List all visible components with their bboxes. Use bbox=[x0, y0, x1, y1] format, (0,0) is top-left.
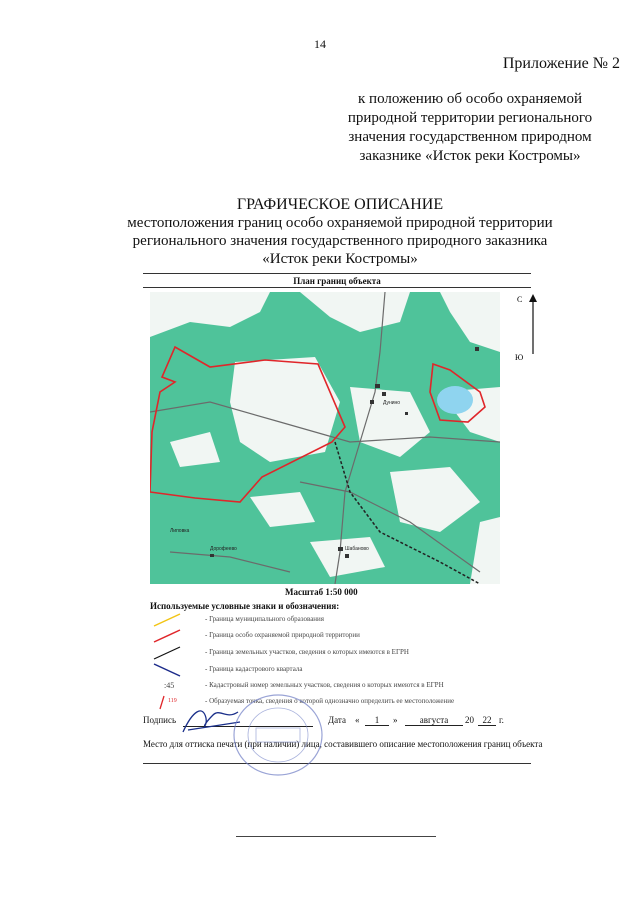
legend-text: - Образуемая точка, сведения о которой однозначно определить ее местоположение bbox=[205, 697, 455, 705]
official-stamp-icon bbox=[228, 690, 328, 780]
legend-item bbox=[150, 612, 530, 628]
map-scale: Масштаб 1:50 000 bbox=[285, 587, 358, 597]
plan-divider bbox=[143, 287, 531, 288]
footer-line bbox=[236, 836, 436, 837]
day-close-quote: » bbox=[393, 715, 398, 725]
signature-divider bbox=[143, 763, 531, 764]
blue-line-icon bbox=[150, 662, 200, 678]
document-title: ГРАФИЧЕСКОЕ ОПИСАНИЕ bbox=[236, 196, 444, 213]
date-month: августа bbox=[405, 715, 463, 726]
legend-text: - Кадастровый номер земельных участков, сведения о которых имеются в ЕГРН bbox=[205, 681, 444, 689]
legend-item bbox=[150, 645, 530, 661]
legend-text: - Граница кадастрового квартала bbox=[205, 665, 303, 673]
document-subtitle-line: «Исток реки Костромы» bbox=[262, 251, 418, 267]
date-year-suffix: г. bbox=[499, 715, 504, 725]
date-year-prefix: 20 bbox=[465, 715, 474, 725]
page-number: 14 bbox=[314, 37, 326, 51]
legend-item bbox=[150, 628, 530, 644]
plan-header: План границ объекта bbox=[293, 276, 381, 286]
point-code-sample: 119 bbox=[168, 698, 177, 704]
south-label: Ю bbox=[515, 353, 524, 362]
legend-item bbox=[150, 678, 530, 694]
map-label: Дунино bbox=[383, 400, 401, 406]
appendix-reference bbox=[325, 90, 615, 166]
legend-text: - Граница муниципального образования bbox=[205, 615, 325, 623]
yellow-line-icon bbox=[150, 612, 200, 628]
appendix-line: к положению об особо охраняемой bbox=[358, 91, 582, 107]
red-line-icon bbox=[150, 628, 200, 644]
date-year: 22 bbox=[478, 715, 496, 726]
black-line-icon bbox=[150, 645, 200, 661]
legend-text: - Граница земельных участков, сведения о которых имеются в ЕГРН bbox=[205, 648, 409, 656]
document-subtitle-line: регионального значения государственного природного заказника bbox=[132, 233, 548, 249]
map-label: Шабаново bbox=[345, 546, 369, 552]
date-label: Дата bbox=[328, 715, 346, 725]
legend-text: - Граница особо охраняемой природной территории bbox=[205, 631, 360, 639]
appendix-title: Приложение № 2 bbox=[502, 55, 620, 72]
appendix-line: природной территории регионального bbox=[347, 110, 593, 126]
boundary-map bbox=[150, 292, 500, 584]
appendix-line: значения государственном природном bbox=[348, 129, 592, 145]
legend-title: Используемые условные знаки и обозначения: bbox=[150, 601, 340, 611]
day-open-quote: « bbox=[355, 715, 360, 725]
cadastral-code-sample: :45 bbox=[164, 681, 175, 690]
north-arrow bbox=[515, 292, 541, 362]
date-day: 1 bbox=[365, 715, 389, 726]
document-heading bbox=[60, 196, 620, 268]
document-subtitle-line: местоположения границ особо охраняемой природной территории bbox=[127, 215, 553, 231]
appendix-line: заказнике «Исток реки Костромы» bbox=[359, 148, 581, 164]
map-label: Дорофеево bbox=[210, 546, 237, 552]
lake bbox=[437, 386, 473, 414]
stamp-place-caption: Место для оттиска печати (при наличии) лица, составившего описание местоположения границ объекта bbox=[143, 739, 543, 749]
legend-item bbox=[150, 662, 530, 678]
signature-label: Подпись bbox=[143, 715, 177, 725]
north-label: С bbox=[517, 295, 523, 304]
map-label: Липовка bbox=[170, 528, 190, 534]
